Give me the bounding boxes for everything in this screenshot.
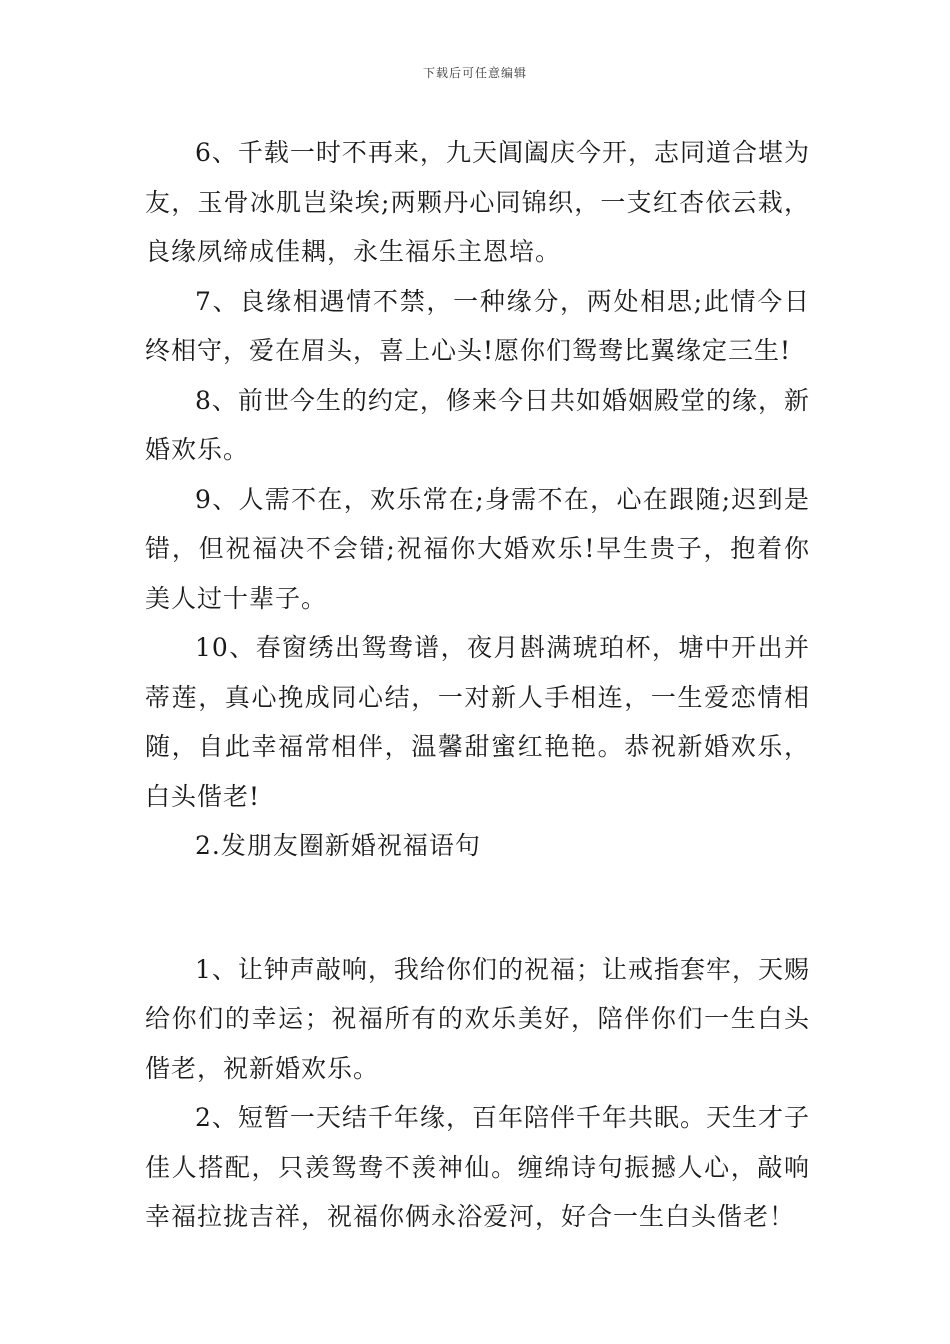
blessing-paragraph-6: 6、千载一时不再来，九天阊阖庆今开，志同道合堪为友，玉骨冰肌岂染埃;两颗丹心同锦织，一支红杏依云栽，良缘夙缔成佳耦，永生福乐主恩培。	[145, 138, 810, 266]
blessing-paragraph-8: 8、前世今生的约定，修来今日共如婚姻殿堂的缘，新婚欢乐。	[145, 385, 810, 464]
moments-paragraph-2: 2、短暂一天结千年缘，百年陪伴千年共眠。天生才子佳人搭配，只羡鸳鸯不羡神仙。缠绵诗句振撼人心，敲响幸福拉拢吉祥，祝福你俩永浴爱河，好合一生白头偕老！	[145, 1103, 810, 1231]
blessing-paragraph-7: 7、良缘相遇情不禁，一种缘分，两处相思;此情今日终相守，爱在眉头，喜上心头!愿你们鸳鸯比翼缘定三生!	[145, 286, 810, 365]
moments-paragraph-1: 1、让钟声敲响，我给你们的祝福；让戒指套牢，天赐给你们的幸运；祝福所有的欢乐美好，陪伴你们一生白头偕老，祝新婚欢乐。	[145, 954, 810, 1083]
section-heading: 2.发朋友圈新婚祝福语句	[195, 831, 481, 860]
header-note: 下载后可任意编辑	[422, 66, 527, 80]
document-body	[145, 128, 810, 1242]
blessing-paragraph-10: 10、春窗绣出鸳鸯谱，夜月斟满琥珀杯，塘中开出并蒂莲，真心挽成同心结，一对新人手相连，一生爱恋情相随，自此幸福常相伴，温馨甜蜜红艳艳。恭祝新婚欢乐，白头偕老!	[145, 633, 810, 811]
blessing-paragraph-9: 9、人需不在，欢乐常在;身需不在，心在跟随;迟到是错，但祝福决不会错;祝福你大婚欢乐!早生贵子，抱着你美人过十辈子。	[145, 484, 810, 613]
